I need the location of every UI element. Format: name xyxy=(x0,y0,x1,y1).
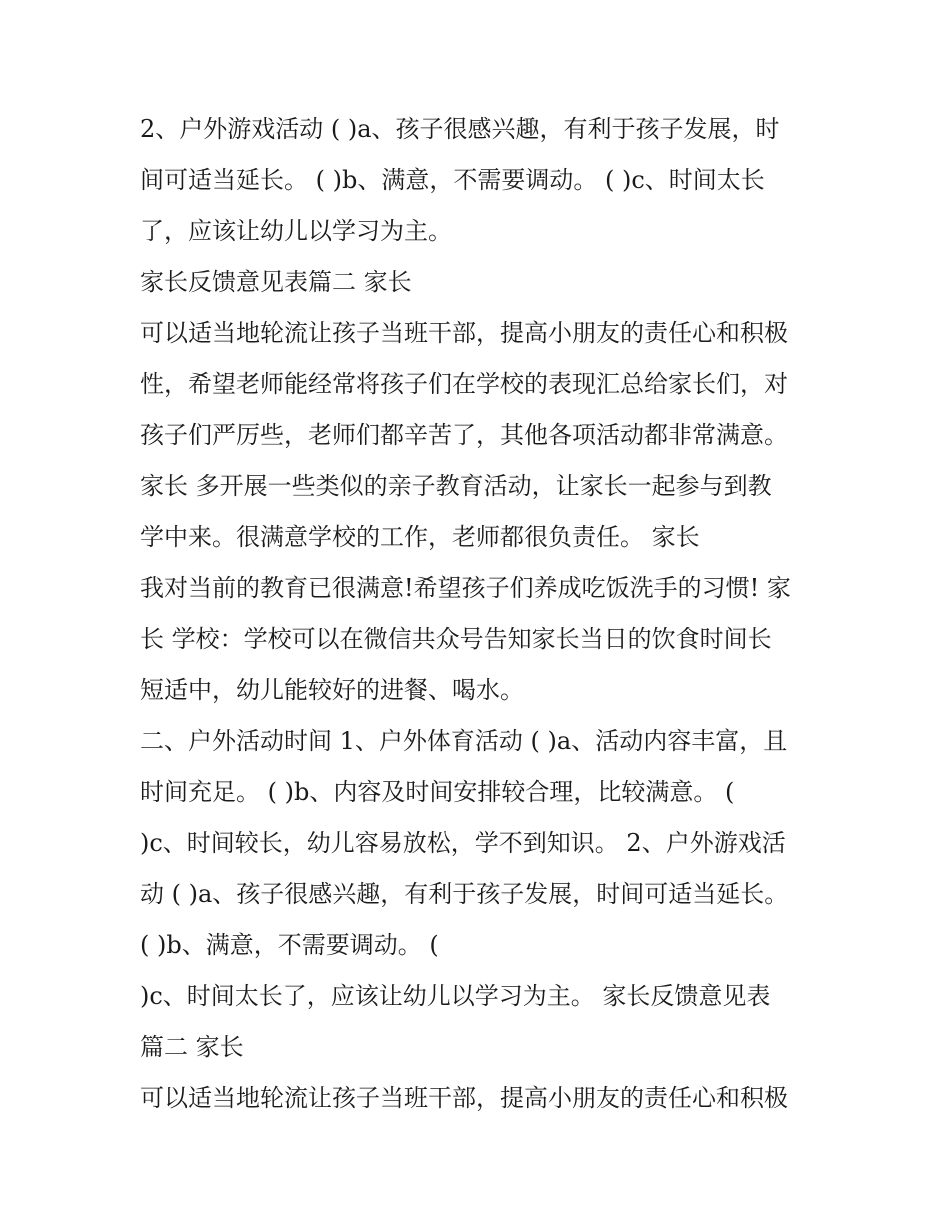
text-line: 性，希望老师能经常将孩子们在学校的表现汇总给家长们，对 xyxy=(140,370,788,398)
text-line: )c、时间太长了，应该让幼儿以学习为主。 家长反馈意见表 xyxy=(140,982,771,1010)
text-line: 孩子们严厉些，老师们都辛苦了，其他各项活动都非常满意。 xyxy=(140,421,788,449)
text-line: 我对当前的教育已很满意!希望孩子们养成吃饭洗手的习惯! 家 xyxy=(140,574,791,602)
text-line: 长 学校：学校可以在微信共众号告知家长当日的饮食时间长 xyxy=(140,625,772,653)
section-heading: 家长反馈意见表篇二 家长 xyxy=(140,268,412,296)
text-line: 学中来。很满意学校的工作，老师都很负责任。 家长 xyxy=(140,523,700,551)
section-heading: 篇二 家长 xyxy=(140,1033,244,1061)
text-line: 时间充足。 ( )b、内容及时间安排较合理，比较满意。 ( xyxy=(140,778,735,806)
text-line: 可以适当地轮流让孩子当班干部，提高小朋友的责任心和积极 xyxy=(140,319,788,347)
text-line: 动 ( )a、孩子很感兴趣，有利于孩子发展，时间可适当延长。 xyxy=(140,880,789,908)
text-line: )c、时间较长，幼儿容易放松，学不到知识。 2、户外游戏活 xyxy=(140,829,786,857)
text-line: 短适中，幼儿能较好的进餐、喝水。 xyxy=(140,676,524,704)
text-line: 了，应该让幼儿以学习为主。 xyxy=(140,217,452,245)
text-line: 2、户外游戏活动 ( )a、孩子很感兴趣，有利于孩子发展，时 xyxy=(140,115,780,143)
text-line: 家长 多开展一些类似的亲子教育活动，让家长一起参与到教 xyxy=(140,472,772,500)
text-line: 间可适当延长。 ( )b、满意，不需要调动。 ( )c、时间太长 xyxy=(140,166,765,194)
document-body xyxy=(140,104,830,1124)
text-line: ( )b、满意，不需要调动。 ( xyxy=(140,931,439,959)
text-line: 二、户外活动时间 1、户外体育活动 ( )a、活动内容丰富，且 xyxy=(140,727,788,755)
text-line: 可以适当地轮流让孩子当班干部，提高小朋友的责任心和积极 xyxy=(140,1084,788,1112)
